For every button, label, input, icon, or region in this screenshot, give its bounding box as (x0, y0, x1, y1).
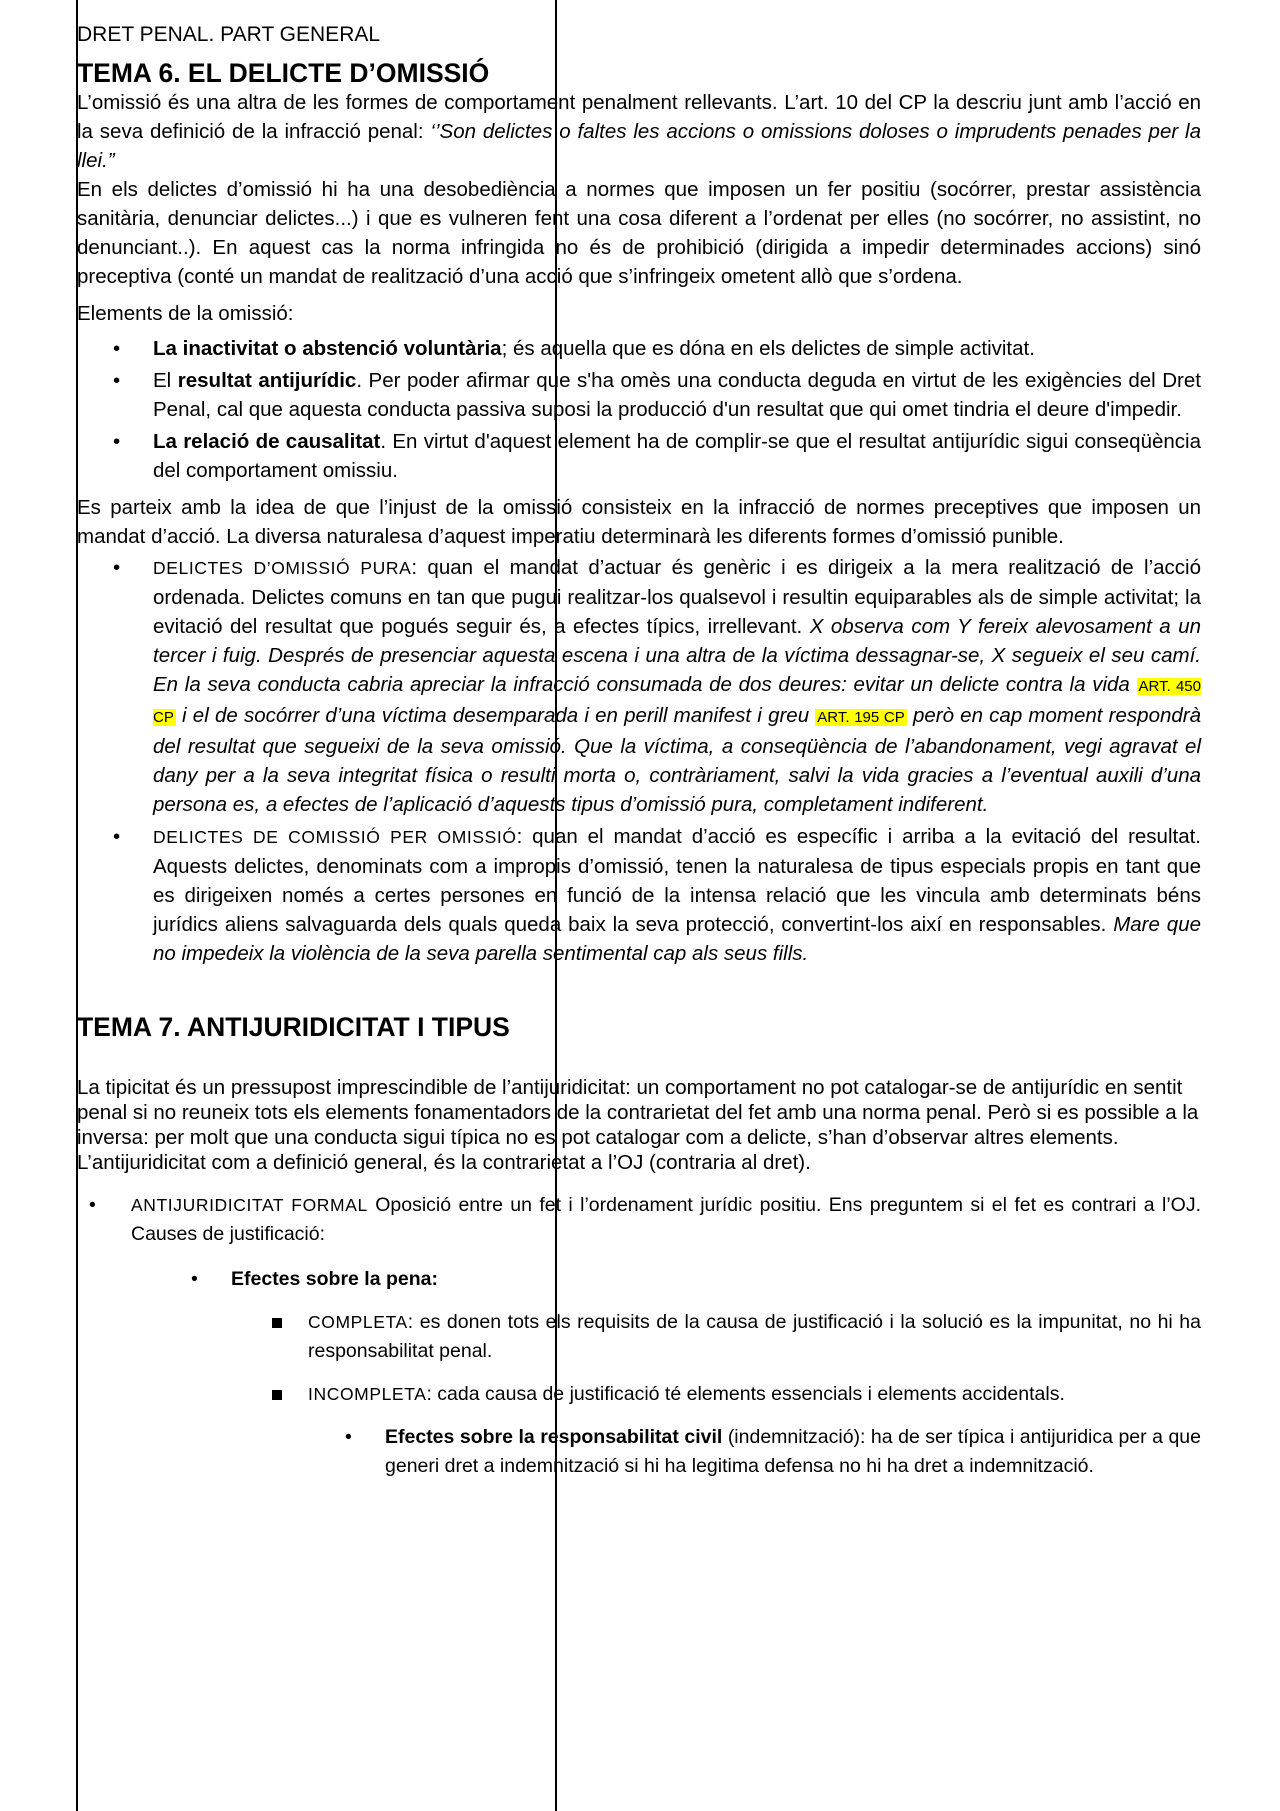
list-item-responsabilitat-civil: • Efectes sobre la responsabilitat civil (indemnització): ha de ser típica i antijuridica per a que generi dret a indemnització si hi ha legitima defensa no hi ha dret a indemnització. (77, 1423, 1201, 1481)
list-item-omissio-pura: • DELICTES D’OMISSIÓ PURA: quan el mandat d’actuar és genèric i es dirigeix a la mera realització de l’acció ordenada. Delictes comuns en tan que pugui realitzar-los qualsevol i resultin equiparables als de simple activitat; la evitació del resultat que pogués seguir és, a efectes típics, irrellevant. X observa com Y fereix alevosament a un tercer i fuig. Després de presenciar aquesta escena i una altra de la víctima dessagnar-se, X segueix el seu camí. En la seva conducta cabria apreciar la infracció consumada de dos deures: evitar un delicte contra la vida ART. 450 CP i el de socórrer d’una víctima desemparada i en perill manifest i greu ART. 195 CP però en cap moment respondrà del resultat que segueixi de la seva omissió. Que la víctima, a conseqüència de l’abandonament, vegi agravat el dany per a la seva integritat física o resulti morta o, contràriament, salvi la vida gracies a l’eventual auxili d’una persona es, a efectes de l’aplicació d’aquests tipus d’omissió pura, completament indiferent. (77, 553, 1201, 819)
tema7-intro-1: La tipicitat és un pressupost imprescindible de l’antijuridicitat: un comportament no pot catalogar-se de antijurídic en sentit penal si no reuneix tots els elements fonamentadors de la contrarietat del fet amb una norma penal. Però si es possible a la inversa: per molt que una conducta sigui típica no es pot catalogar com a delicte, s’han d’observar altres elements. (77, 1076, 1199, 1149)
list-item: • El resultat antijurídic. Per poder afirmar que s'ha omès una conducta deguda en virtut de les exigències del Dret Penal, cal que aquesta conducta passiva suposi la producció d'un resultat que qui omet tindria el deure d'impedir. (77, 366, 1201, 424)
list-item: • La inactivitat o abstenció voluntària; és aquella que es dóna en els delictes de simple activitat. (77, 334, 1201, 363)
document-page (77, 22, 1201, 1481)
elements-list (77, 334, 1201, 485)
list-item-efectes-pena: • Efectes sobre la pena: (77, 1265, 1201, 1294)
tema6-title: TEMA 6. EL DELICTE D’OMISSIÓ (77, 58, 490, 88)
list-item-completa: COMPLETA: es donen tots els requisits de la causa de justificació i la solució es la impunitat, no hi ha responsabilitat penal. (77, 1308, 1201, 1366)
tema6-intro-2: En els delictes d’omissió hi ha una desobediència a normes que imposen un fer positiu (socórrer, prestar assistència sanitària, denunciar delictes...) i que es vulneren fent una cosa diferent a l’ordenat per elles (no socórrer, no assistint, no denunciant..). En aquest cas la norma infringida no és de prohibició (dirigida a impedir determinades accions) sinó preceptiva (conté un mandat de realització d’una acció que s’infringeix ometent allò que s’ordena. (77, 178, 1201, 288)
document-header: DRET PENAL. PART GENERAL (77, 23, 381, 46)
elements-heading: Elements de la omissió: (77, 302, 294, 325)
tema6-parteix: Es parteix amb la idea de que l’injust de la omissió consisteix en la infracció de normes preceptives que imposen un mandat d’acció. La diversa naturalesa d’aquest imperatiu determinarà les diferents formes d’omissió punible. (77, 496, 1201, 548)
list-item-antijuridicitat-formal: • ANTIJURIDICITAT FORMAL Oposició entre un fet i l’ordenament jurídic positiu. Ens preguntem si el fet es contrari a l’OJ. Causes de justificació: (77, 1191, 1201, 1249)
highlight-art-450: ART. 450 CP (153, 678, 1201, 726)
highlight-art-195: ART. 195 CP (817, 709, 905, 726)
omissio-types-list (77, 553, 1201, 968)
list-item-comissio-per-omissio: • DELICTES DE COMISSIÓ PER OMISSIÓ: quan el mandat d’acció es específic i arriba a la evitació del resultat. Aquests delictes, denominats com a impropis d’omissió, tenen la naturalesa de tipus especials propis en tant que es dirigeixen només a certes persones en funció de la intensa relació que les vincula amb determinats béns jurídics aliens salvaguarda dels quals queda baix la seva protecció, convertint-los així en responsables. Mare que no impedeix la violència de la seva parella sentimental cap als seus fills. (77, 822, 1201, 968)
tema6-intro-1: L’omissió és una altra de les formes de comportament penalment rellevants. L’art. 10 del CP la descriu junt amb l’acció en la seva definició de la infracció penal: ‘’Son delictes o faltes les accions o omissions doloses o imprudents penades per la llei.” (77, 91, 1202, 172)
list-item: • La relació de causalitat. En virtut d'aquest element ha de complir-se que el resultat antijurídic sigui conseqüència del comportament omissiu. (77, 427, 1201, 485)
tema7-intro-2: L’antijuridicitat com a definició general, és la contrarietat a l’OJ (contraria al dret). (77, 1151, 811, 1174)
tema7-title: TEMA 7. ANTIJURIDICITAT I TIPUS (77, 1012, 510, 1042)
list-item-incompleta: INCOMPLETA: cada causa de justificació té elements essencials i elements accidentals. (77, 1380, 1201, 1409)
cp-article-quote: ‘’Son delictes o faltes les accions o omissions doloses o imprudents penades per la llei.” (77, 120, 1202, 172)
